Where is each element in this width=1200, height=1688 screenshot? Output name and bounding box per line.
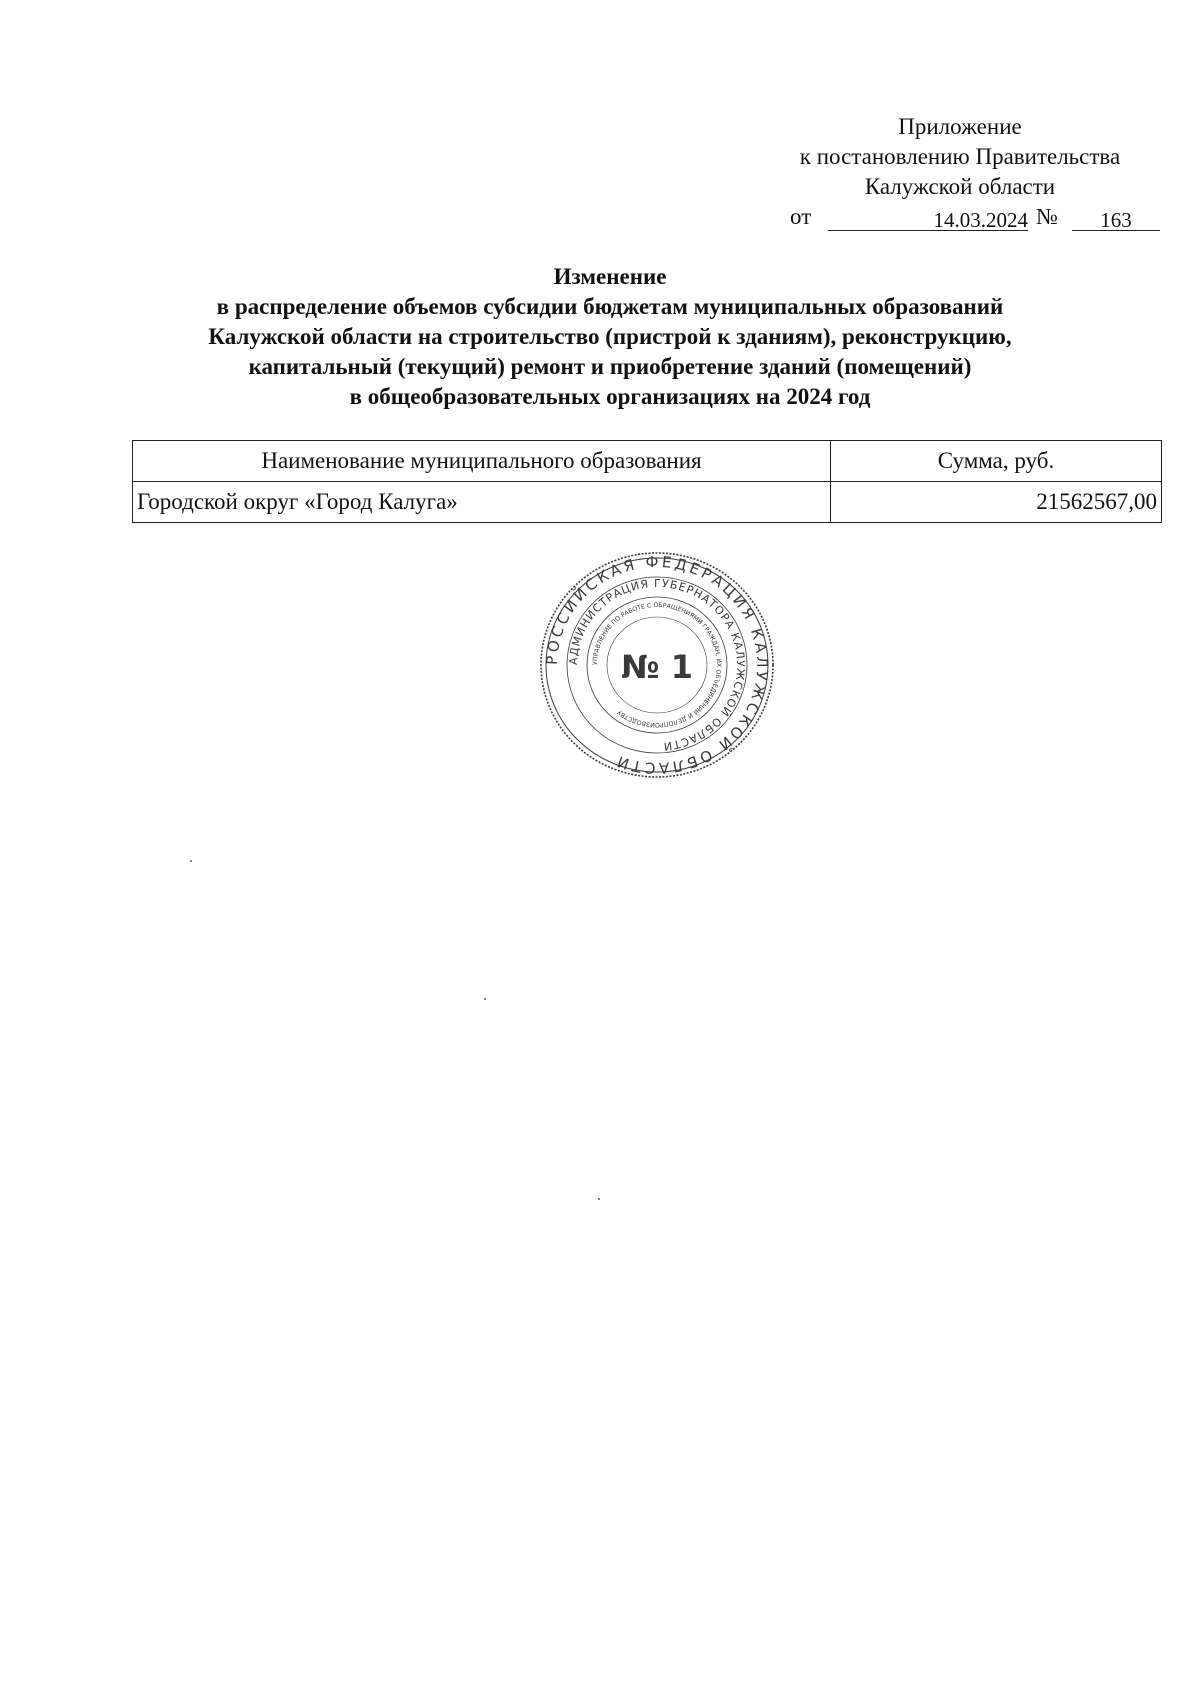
document-title — [90, 262, 1130, 412]
seal-middle-ring: АДМИНИСТРАЦИЯ ГУБЕРНАТОРА КАЛУЖСКОЙ ОБЛАСТИ — [566, 576, 748, 753]
from-label: от — [790, 204, 812, 229]
appendix-line-1: Приложение — [898, 114, 1022, 139]
number-sign: № — [1036, 204, 1058, 229]
appendix-line-3: Калужской области — [864, 174, 1056, 199]
cell-amount: 21562567,00 — [831, 482, 1162, 523]
scan-speck — [190, 860, 192, 862]
table-header-row — [133, 441, 1162, 482]
title-line-1: в распределение объемов субсидии бюджетам муниципальных образований — [216, 294, 1004, 319]
appendix-line-2: к постановлению Правительства — [799, 144, 1121, 169]
allocation-table — [132, 440, 1162, 523]
header-municipality: Наименование муниципального образования — [133, 441, 831, 482]
title-line-3: капитальный (текущий) ремонт и приобретение зданий (помещений) — [248, 354, 972, 379]
seal-center: № 1 — [621, 648, 693, 686]
title-line-2: Калужской области на строительство (пристрой к зданиям), реконструкцию, — [208, 324, 1012, 349]
scan-speck — [484, 998, 486, 1000]
header-amount: Сумма, руб. — [831, 441, 1162, 482]
resolution-date-number — [790, 204, 1170, 234]
resolution-number: 163 — [1072, 204, 1160, 231]
seal-outer-ring: РОССИЙСКАЯ ФЕДЕРАЦИЯ КАЛУЖСКОЙ ОБЛАСТИ — [542, 552, 772, 778]
table-row — [133, 482, 1162, 523]
appendix-header — [770, 112, 1150, 202]
title-line-4: в общеобразовательных организациях на 2024 год — [349, 384, 871, 409]
seal-inner-ring: УПРАВЛЕНИЕ ПО РАБОТЕ С ОБРАЩЕНИЯМИ ГРАЖДАН, ИХ ОБЪЕДИНЕНИЙ И ДЕЛОПРОИЗВОДСТВУ — [591, 601, 723, 729]
title-heading: Изменение — [553, 264, 667, 289]
scan-speck — [598, 1198, 600, 1200]
official-seal-icon — [537, 550, 777, 780]
resolution-date: 14.03.2024 — [828, 204, 1028, 231]
cell-municipality: Городской округ «Город Калуга» — [133, 482, 831, 523]
